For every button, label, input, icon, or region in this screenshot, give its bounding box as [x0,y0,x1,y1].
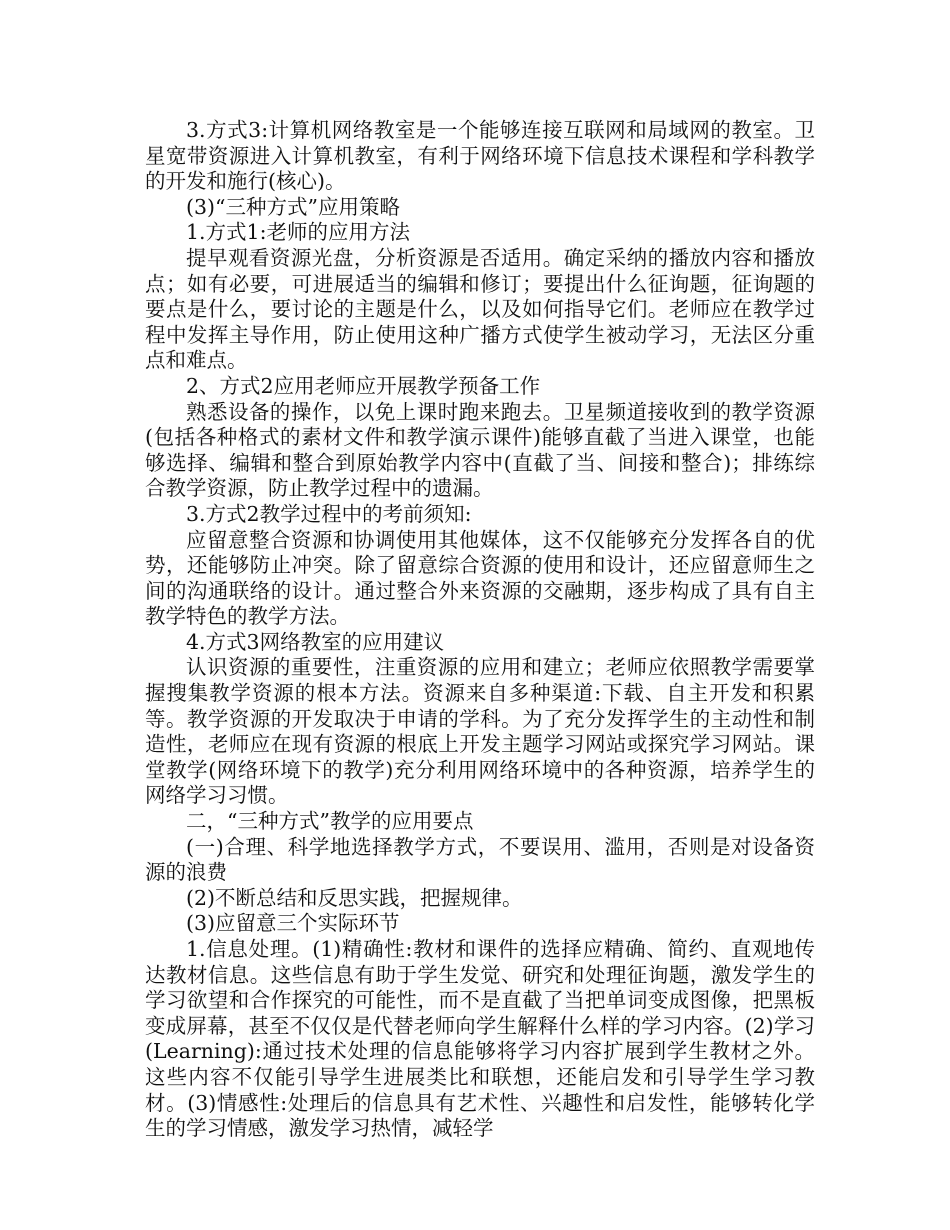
heading-section-two: 二，“三种方式”教学的应用要点 [186,809,474,834]
paragraph-mode2-details: 熟悉设备的操作，以免上课时跑来跑去。卫星频道接收到的教学资源(包括各种格式的素材文件和教学演示课件)能够直截了当进入课堂，也能够选择、编辑和整合到原始教学内容中(直截了当、间接和整合)；排练综合教学资源，防止教学过程中的遗漏。 [145,399,815,501]
heading-three-modes-strategy: (3)“三种方式”应用策略 [186,194,400,219]
heading-mode3-suggestions: 4.方式3网络教室的应用建议 [186,629,445,654]
paragraph-mode3-suggestions-details: 认识资源的重要性，注重资源的应用和建立；老师应依照教学需要掌握搜集教学资源的根本方法。资源来自多种渠道:下载、自主开发和积累等。教学资源的开发取决于申请的学科。为了充分发挥学生的主动性和制造性，老师应在现有资源的根底上开发主题学习网站或探究学习网站。课堂教学(网络环境下的教学)充分利用网络环境中的各种资源，培养学生的网络学习习惯。 [145,655,815,808]
paragraph-mode3-network-classroom: 3.方式3:计算机网络教室是一个能够连接互联网和局域网的教室。卫星宽带资源进入计算机教室，有利于网络环境下信息技术课程和学科教学的开发和施行(核心)。 [145,118,815,194]
heading-mode2-notes: 3.方式2教学过程中的考前须知: [186,501,472,526]
paragraph-mode2-notes-details: 应留意整合资源和协调使用其他媒体，这不仅能够充分发挥各自的优势，还能够防止冲突。除了留意综合资源的使用和设计，还应留意师生之间的沟通联络的设计。通过整合外来资源的交融期，逐步构成了具有自主教学特色的教学方法。 [145,527,815,629]
paragraph-mode1-details: 提早观看资源光盘，分析资源是否适用。确定采纳的播放内容和播放点；如有必要，可进展适当的编辑和修订；要提出什么征询题，征询题的要点是什么，要讨论的主题是什么，以及如何指导它们。老师应在教学过程中发挥主导作用，防止使用这种广播方式使学生被动学习，无法区分重点和难点。 [145,245,815,373]
heading-mode1-teacher-method: 1.方式1:老师的应用方法 [186,220,411,245]
document-page [145,118,815,1142]
paragraph-point-three: (3)应留意三个实际环节 [186,911,400,936]
paragraph-point-two: (2)不断总结和反思实践，把握规律。 [186,885,523,910]
paragraph-information-processing: 1.信息处理。(1)精确性:教材和课件的选择应精确、简约、直观地传达教材信息。这些信息有助于学生发觉、研究和处理征询题，激发学生的学习欲望和合作探究的可能性，而不是直截了当把单词变成图像，把黑板变成屏幕，甚至不仅仅是代替老师向学生解释什么样的学习内容。(2)学习(Learning):通过技术处理的信息能够将学习内容扩展到学生教材之外。这些内容不仅能引导学生进展类比和联想，还能启发和引导学生学习教材。(3)情感性:处理后的信息具有艺术性、兴趣性和启发性，能够转化学生的学习情感，激发学习热情，减轻学 [145,937,815,1141]
heading-mode2-preparation: 2、方式2应用老师应开展教学预备工作 [186,373,541,398]
paragraph-point-one: (一)合理、科学地选择教学方式，不要误用、滥用，否则是对设备资源的浪费 [145,834,815,885]
